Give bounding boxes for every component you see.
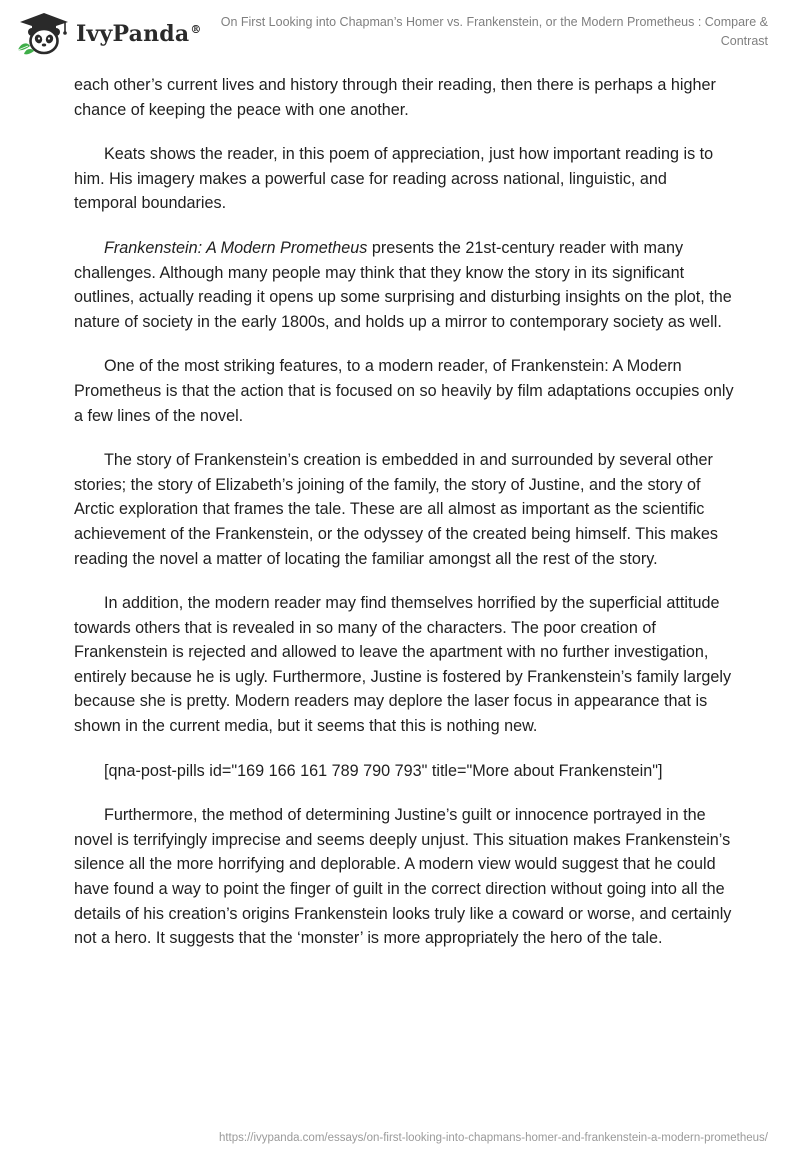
paragraph-justine-guilt: Furthermore, the method of determining Justine’s guilt or innocence portrayed in the novel is terrifyingly imprecise and seems deeply unjust. This situation makes Frankenstein’s silence all the more horrifying and deplorable. A modern view would suggest that he could have found a way to point the finger of guilt in the correct direction without going into all the details of his creation’s origins Frankenstein looks truly like a coward or worse, and certainly not a hero. It suggests that the ‘monster’ is more appropriately the hero of the tale. [74, 806, 732, 948]
paragraph-frankenstein-intro [74, 236, 734, 334]
page-header [0, 0, 800, 64]
paragraph-story-structure: The story of Frankenstein’s creation is embedded in and surrounded by several other stories; the story of Elizabeth’s joining of the family, the story of Justine, and the story of Arctic exploration that frames the tale. These are all almost as important as the scientific achievement of the Frankenstein, or the odyssey of the created being himself. This makes reading the novel a matter of locating the familiar amongst all the rest of the story. [74, 451, 718, 568]
paragraph-keats: Keats shows the reader, in this poem of appreciation, just how important reading is to him. His imagery makes a powerful case for reading across national, linguistic, and temporal boundaries. [74, 145, 714, 213]
essay-title: On First Looking into Chapman’s Homer vs. Frankenstein, or the Modern Prometheus : Compare & Contrast [220, 15, 768, 48]
paragraph-text: presents the 21st-century reader with many challenges. Although many people may think that they know the story in its significant outlines, actually reading it opens up some surprising and disturbing insights on the plot, the nature of society in the early 1800s, and holds up a mirror to contemporary society as well. [74, 238, 732, 331]
panda-graduate-icon [14, 10, 70, 56]
ivypanda-logo[interactable] [14, 10, 202, 56]
paragraph-continuation: each other’s current lives and history through their reading, then there is perhaps a higher chance of keeping the peace with one another. [74, 76, 716, 119]
logo-text: IvyPanda® [76, 21, 202, 47]
paragraph-superficial-attitude: In addition, the modern reader may find themselves horrified by the superficial attitude towards others that is revealed in so many of the characters. The poor creation of Frankenstein is rejected and allowed to leave the apartment with no further investigation, entirely because he is ugly. Furthermore, Justine is fostered by Frankenstein’s family largely because she is pretty. Modern readers may deplore the laser focus in appearance that is shown in the current media, but it seems that this is nothing new. [74, 594, 732, 736]
essay-body [74, 73, 734, 951]
registered-mark: ® [190, 22, 202, 36]
paragraph-striking-features: One of the most striking features, to a modern reader, of Frankenstein: A Modern Prometheus is that the action that is focused on so heavily by film adaptations occupies only a few lines of the novel. [74, 357, 734, 425]
qna-shortcode: [qna-post-pills id="169 166 161 789 790 793" title="More about Frankenstein"] [104, 761, 663, 780]
book-title: Frankenstein: A Modern Prometheus [104, 238, 368, 257]
source-url[interactable]: https://ivypanda.com/essays/on-first-looking-into-chapmans-homer-and-frankenstein-a-modern-prometheus/ [218, 1132, 768, 1144]
